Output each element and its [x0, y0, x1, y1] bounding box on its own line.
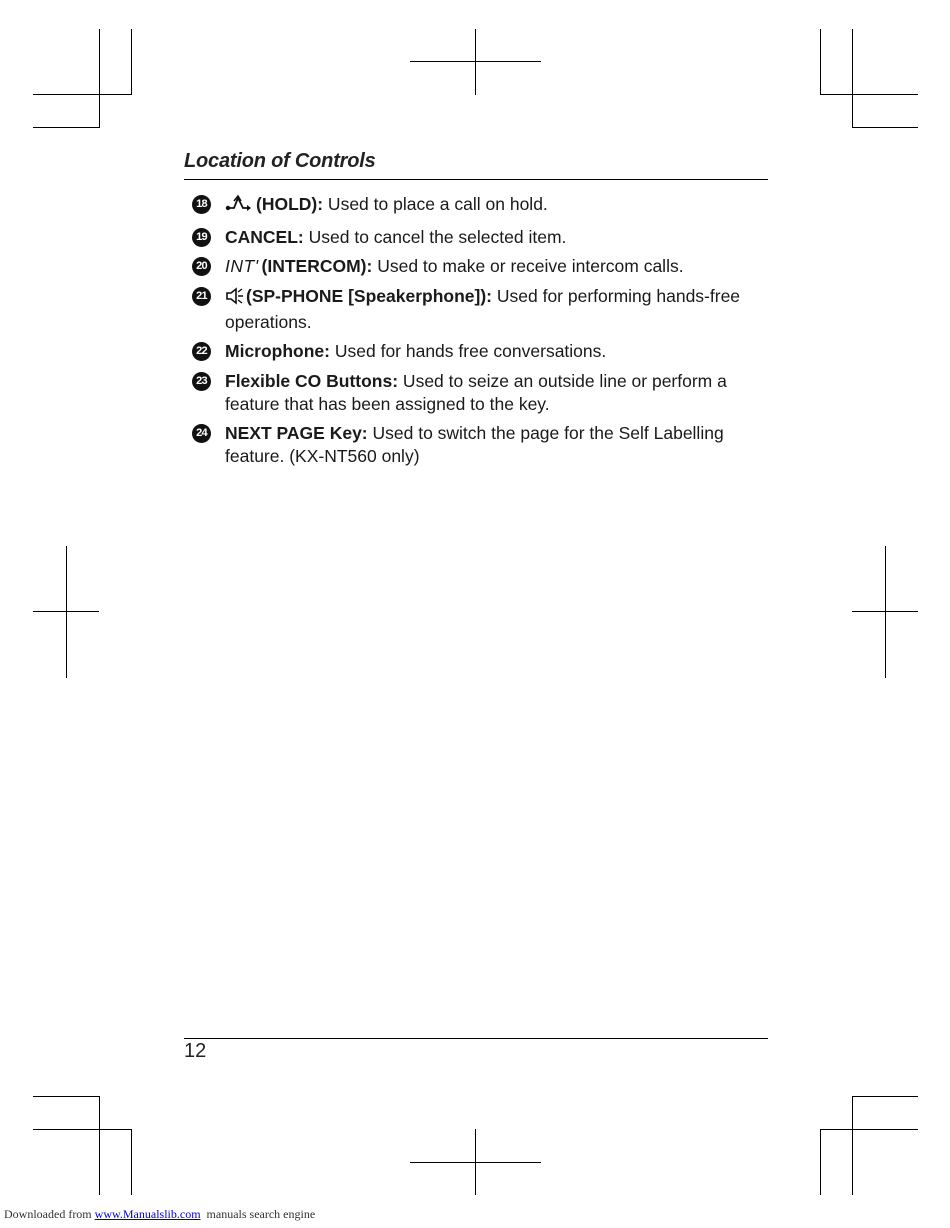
footer-suffix: manuals search engine — [200, 1207, 316, 1221]
item-text: Used to place a call on hold. — [323, 194, 548, 214]
item-number: 21 — [192, 287, 211, 306]
list-item-hold — [192, 193, 752, 219]
item-term: (SP-PHONE [Speakerphone]): — [246, 285, 492, 306]
list-item-flexible-co-buttons — [192, 370, 752, 416]
item-term: Microphone: — [225, 341, 330, 361]
item-text: Used to seize an outside line or perform a feature that has been assigned to the key. — [225, 370, 727, 414]
list-item-cancel — [192, 226, 752, 249]
speaker-icon — [225, 287, 245, 311]
list-item-next-page-key — [192, 422, 752, 468]
item-number: 20 — [192, 257, 211, 276]
controls-list — [192, 193, 752, 475]
item-term: NEXT PAGE Key: — [225, 423, 368, 443]
intercom-icon: INT' — [225, 256, 259, 276]
section-title: Location of Controls — [184, 150, 376, 172]
item-number: 18 — [192, 195, 211, 214]
item-number: 19 — [192, 228, 211, 247]
footer-rule — [184, 1038, 768, 1039]
page-number: 12 — [184, 1040, 207, 1062]
item-text: Used to switch the page for the Self Labelling feature. (KX-NT560 only) — [225, 423, 724, 466]
item-text: Used for hands free conversations. — [330, 341, 607, 361]
header-rule — [184, 179, 768, 180]
item-number: 22 — [192, 342, 211, 361]
item-text: Used for performing hands-free operations. — [225, 285, 741, 332]
list-item-intercom — [192, 255, 752, 278]
download-footer — [4, 1207, 315, 1222]
footer-prefix: Downloaded from — [4, 1207, 95, 1221]
item-term: CANCEL: — [225, 226, 304, 247]
item-number: 23 — [192, 372, 211, 391]
item-term: (INTERCOM): — [261, 256, 373, 276]
list-item-microphone — [192, 340, 752, 363]
item-text: Used to cancel the selected item. — [303, 226, 567, 247]
hold-icon — [225, 193, 255, 219]
list-item-speakerphone — [192, 285, 752, 334]
item-term: (HOLD): — [256, 194, 324, 214]
item-text: Used to make or receive intercom calls. — [372, 256, 684, 276]
manualslib-link[interactable]: www.Manualslib.com — [94, 1207, 201, 1221]
item-term: Flexible CO Buttons: — [225, 370, 399, 391]
item-number: 24 — [192, 424, 211, 443]
